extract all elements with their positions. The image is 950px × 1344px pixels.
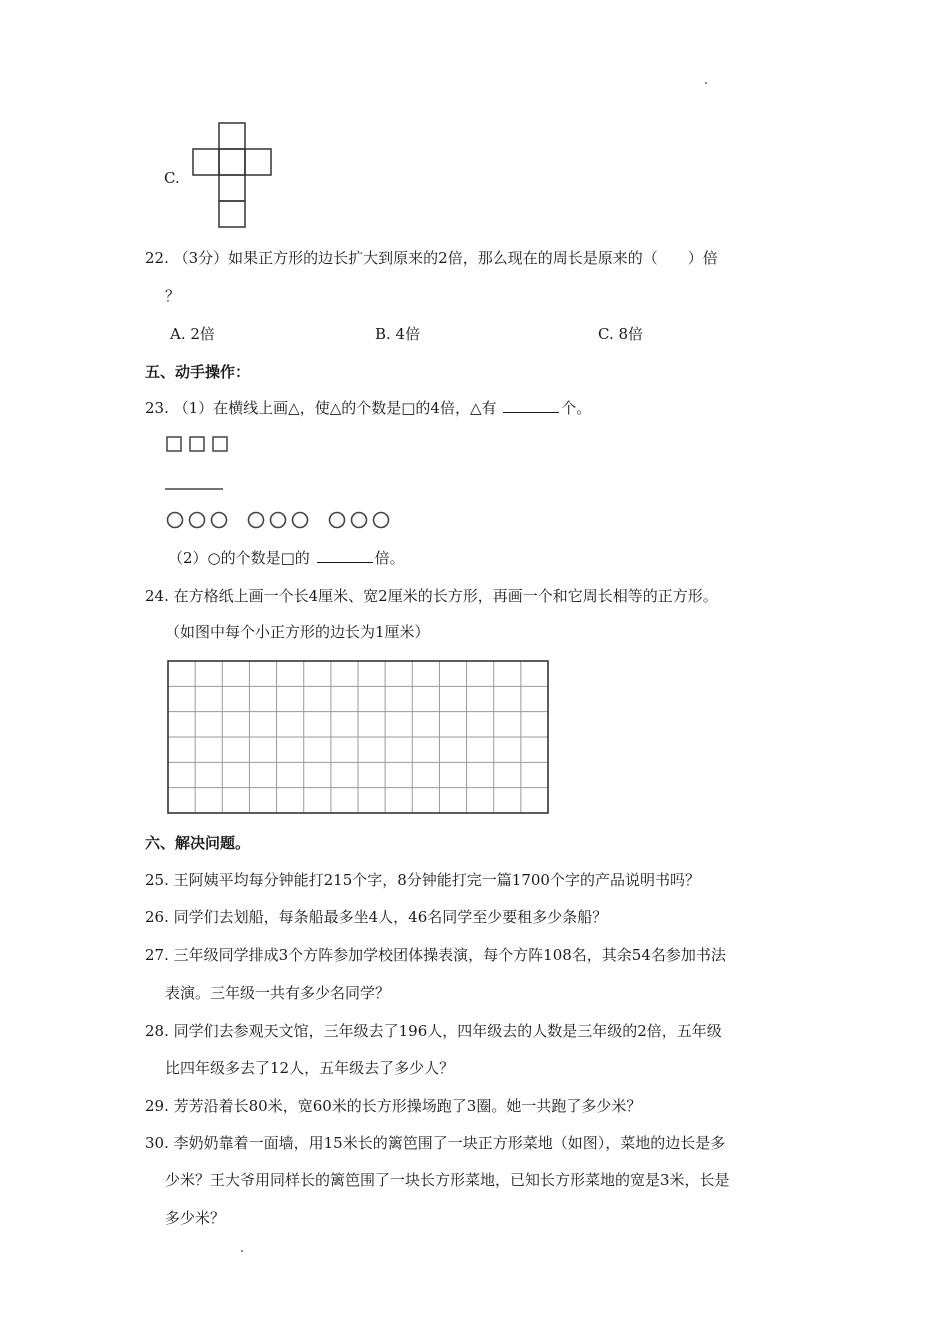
question-22-option-c: C. 8倍 [598,325,644,343]
question-23-part-1 [145,398,591,418]
question-23-part-2-suffix: 倍。 [374,549,405,567]
answer-blank[interactable] [503,398,559,413]
squares-figure [165,434,235,454]
problem-28-continuation: 比四年级多去了12人，五年级去了多少人？ [165,1059,455,1077]
page-dot [241,1250,243,1252]
cube-net-figure [190,120,280,235]
question-22-continuation: ？ [165,287,181,305]
section-6-title: 六、解决问题。 [145,834,251,852]
question-22-option-a: A. 2倍 [170,325,215,343]
problem-29: 29. 芳芳沿着长80米，宽60米的长方形操场跑了3圈。她一共跑了多少米？ [145,1097,642,1115]
option-c-label: C. [164,169,180,187]
section-5-title: 五、动手操作： [145,363,251,381]
answer-blank[interactable] [317,548,373,563]
circles-figure [165,508,400,532]
question-22-text: 22. （3分）如果正方形的边长扩大到原来的2倍，那么现在的周长是原来的（ ）倍 [145,249,718,267]
problem-30-continuation: 少米？王大爷用同样长的篱笆围了一块长方形菜地，已知长方形菜地的宽是3米，长是 [165,1171,730,1189]
problem-25: 25. 王阿姨平均每分钟能打215个字，8分钟能打完一篇1700个字的产品说明书吗？ [145,871,700,889]
problem-28: 28. 同学们去参观天文馆，三年级去了196人，四年级去的人数是三年级的2倍，五年级 [145,1022,722,1040]
problem-30-continuation: 多少米？ [165,1209,226,1227]
problem-27-continuation: 表演。三年级一共有多少名同学？ [165,984,391,1002]
question-23-part-2 [168,548,405,568]
question-23-part-2-text: （2）○的个数是□的 [168,549,310,567]
question-24-text: 24. 在方格纸上画一个长4厘米、宽2厘米的长方形，再画一个和它周长相等的正方形。 [145,587,718,605]
grid-paper[interactable] [167,660,551,816]
question-23-part-1-text: 23. （1）在横线上画△，使△的个数是□的4倍，△有 [145,399,497,417]
drawing-line [165,488,225,492]
question-23-part-1-suffix: 个。 [561,399,592,417]
page-dot [705,82,707,84]
question-24-note: （如图中每个小正方形的边长为1厘米） [165,623,430,641]
problem-27: 27. 三年级同学排成3个方阵参加学校团体操表演，每个方阵108名，其余54名参加书法 [145,946,726,964]
problem-26: 26. 同学们去划船，每条船最多坐4人，46名同学至少要租多少条船？ [145,908,608,926]
problem-30: 30. 李奶奶靠着一面墙，用15米长的篱笆围了一块正方形菜地（如图），菜地的边长是多 [145,1134,726,1152]
question-22-option-b: B. 4倍 [375,325,421,343]
